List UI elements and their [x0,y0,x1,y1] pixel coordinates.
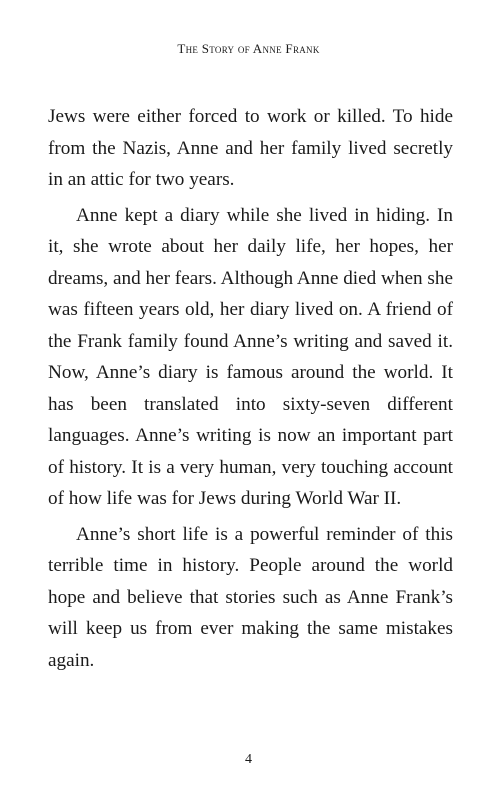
paragraph-3: Anne’s short life is a powerful reminder of this terrible time in history. People around the world hope and believe that stories such as Anne Frank’s will keep us from ever making the same mistakes again. [48,523,453,671]
body-text [48,101,453,676]
page-number: 4 [245,752,252,767]
paragraph-1: Jews were either forced to work or killed. To hide from the Nazis, Anne and her family lived secretly in an attic for two years. [48,106,453,190]
paragraph-2: Anne kept a diary while she lived in hiding. In it, she wrote about her daily life, her hopes, her dreams, and her fears. Although Anne died when she was fifteen years old, her diary lived on. A friend of the Frank family found Anne’s writing and saved it. Now, Anne’s diary is famous around the world. It has been translated into sixty-seven different languages. Anne’s writing is now an important part of history. It is a very human, very touching account of how life was for Jews during World War II. [48,204,453,509]
running-head-title: The Story of Anne Frank [177,41,320,56]
